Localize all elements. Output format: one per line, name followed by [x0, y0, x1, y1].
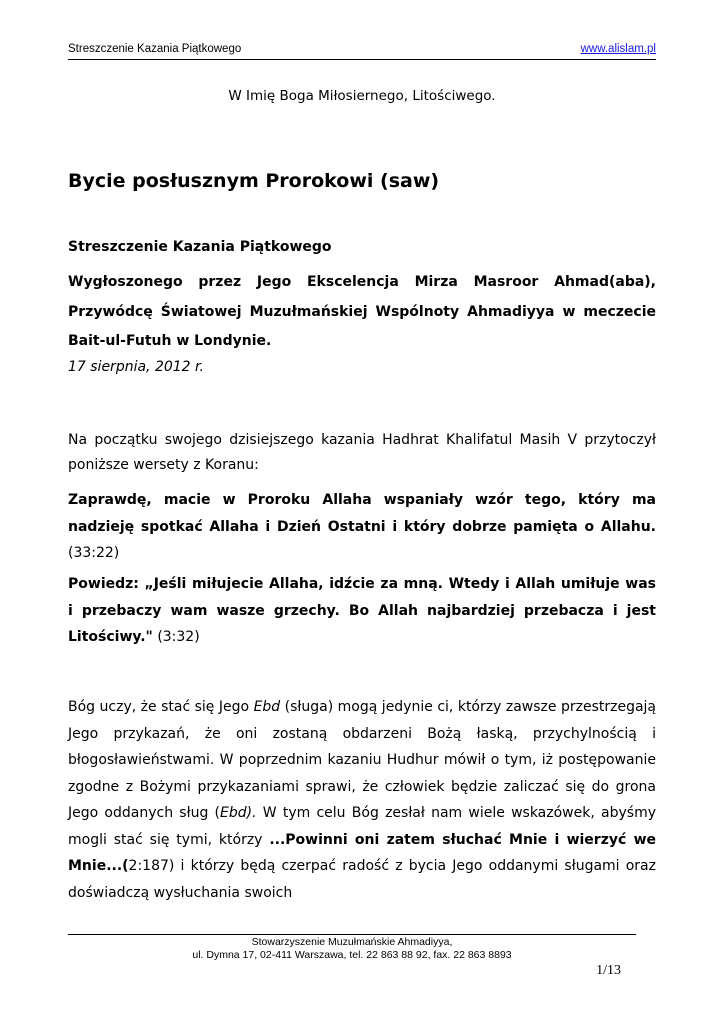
body-ebd-2: Ebd).: [220, 805, 257, 821]
verse-2-ref: (3:32): [157, 629, 200, 645]
page-header: [68, 43, 656, 59]
header-link[interactable]: www.alislam.pl: [580, 43, 656, 55]
verse-1-text: Zaprawdę, macie w Proroku Allaha wspaniały wzór tego, który ma nadzieję spotkać Allaha i Dzień Ostatni i który dobrze pamięta o Allahu.: [68, 492, 656, 535]
body-bold-quote: ...Powinni oni zatem słuchać Mnie i wierzyć we Mnie...(: [68, 831, 656, 874]
body-paragraph: [68, 694, 656, 906]
verse-1-ref: (33:22): [68, 545, 120, 561]
sermon-date: 17 sierpnia, 2012 r.: [68, 359, 204, 375]
subtitle: Streszczenie Kazania Piątkowego: [68, 239, 332, 255]
header-divider: [68, 59, 656, 60]
page-number: 1/13: [596, 963, 621, 978]
footer-divider: [68, 934, 636, 935]
document-title: Bycie posłusznym Prorokowi (saw): [68, 170, 440, 192]
body-text-4: 2:187) i którzy będą czerpać radość z bycia Jego oddanymi sługami oraz doświadczą wysłuchania swoich: [68, 858, 656, 901]
verse-1: [68, 487, 656, 567]
verse-2-text: Powiedz: „Jeśli miłujecie Allaha, idźcie za mną. Wtedy i Allah umiłuje was i przebaczy wam wasze grzechy. Bo Allah najbardziej przebacza i jest Litościwy.": [68, 576, 656, 645]
body-text-2: (sługa) mogą jedynie ci, którzy zawsze przestrzegają Jego przykazań, że oni zostaną obdarzeni Bożą łaską, przychylnością i błogosławieństwami. W poprzednim kazaniu Hudhur mówił o tym, iż postępowanie zgodne z Bożymi przykazaniami sprawi, że człowiek będzie zaliczać się do grona Jego oddanych sług (: [68, 699, 656, 821]
body-ebd: Ebd: [253, 699, 281, 715]
delivered-by: Wygłoszonego przez Jego Ekscelencja Mirza Masroor Ahmad(aba), Przywódcę Światowej Muzułmańskiej Wspólnoty Ahmadiyya w meczecie Bait-ul-Futuh w Londynie.: [68, 274, 656, 349]
verse-2: [68, 571, 656, 651]
intro-paragraph: Na początku swojego dzisiejszego kazania Hadhrat Khalifatul Masih V przytoczył poniższe wersety z Koranu:: [68, 432, 656, 473]
footer-line-1: Stowarzyszenie Muzułmańskie Ahmadiyya,: [251, 936, 453, 948]
invocation: W Imię Boga Miłosiernego, Litościwego.: [228, 88, 496, 104]
page-footer: [68, 936, 636, 962]
body-text-1: Bóg uczy, że stać się Jego: [68, 699, 254, 715]
header-title: Streszczenie Kazania Piątkowego: [68, 43, 242, 55]
body-text-3: W tym celu Bóg zesłał nam wiele wskazówek, abyśmy mogli stać się tymi, którzy: [68, 805, 656, 848]
footer-line-2: ul. Dymna 17, 02-411 Warszawa, tel. 22 863 88 92, fax. 22 863 8893: [192, 949, 512, 961]
